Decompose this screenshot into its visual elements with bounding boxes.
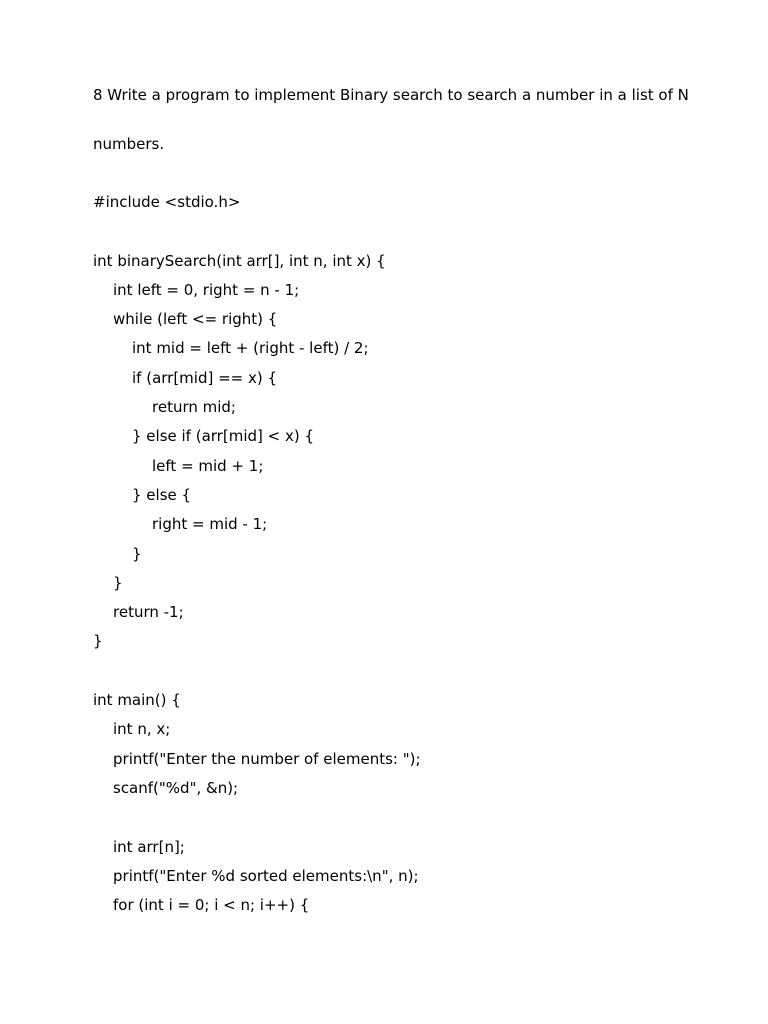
code-line: int main() {: [93, 691, 181, 710]
code-line: #include <stdio.h>: [93, 193, 241, 211]
question-text: 8 Write a program to implement Binary search to search a number in a list of N: [93, 86, 689, 104]
code-line: int n, x;: [113, 720, 171, 739]
document-page: [93, 86, 693, 915]
code-line: printf("Enter the number of elements: ");: [113, 749, 421, 768]
code-line: }: [132, 544, 142, 563]
code-line: left = mid + 1;: [152, 456, 264, 475]
code-line: int binarySearch(int arr[], int n, int x) {: [93, 251, 386, 270]
code-line: int arr[n];: [113, 837, 185, 856]
code-line: return -1;: [113, 603, 184, 622]
code-line: if (arr[mid] == x) {: [132, 368, 278, 387]
code-line: while (left <= right) {: [113, 310, 278, 329]
code-line: }: [93, 632, 103, 651]
code-line: } else if (arr[mid] < x) {: [132, 427, 314, 446]
code-blank-line: [93, 222, 693, 251]
code-line: }: [113, 573, 123, 592]
code-line: int mid = left + (right - left) / 2;: [132, 339, 369, 358]
code-line: for (int i = 0; i < n; i++) {: [113, 896, 310, 915]
code-line: printf("Enter %d sorted elements:\n", n);: [113, 866, 419, 885]
code-line: return mid;: [152, 398, 236, 417]
code-block: [93, 193, 693, 925]
question-text-continued: numbers.: [93, 135, 165, 153]
code-line: right = mid - 1;: [152, 515, 268, 534]
code-line: int left = 0, right = n - 1;: [113, 280, 300, 299]
code-blank-line: [93, 662, 693, 691]
code-blank-line: [93, 808, 693, 837]
code-line: scanf("%d", &n);: [113, 778, 239, 797]
code-line: } else {: [132, 485, 192, 504]
